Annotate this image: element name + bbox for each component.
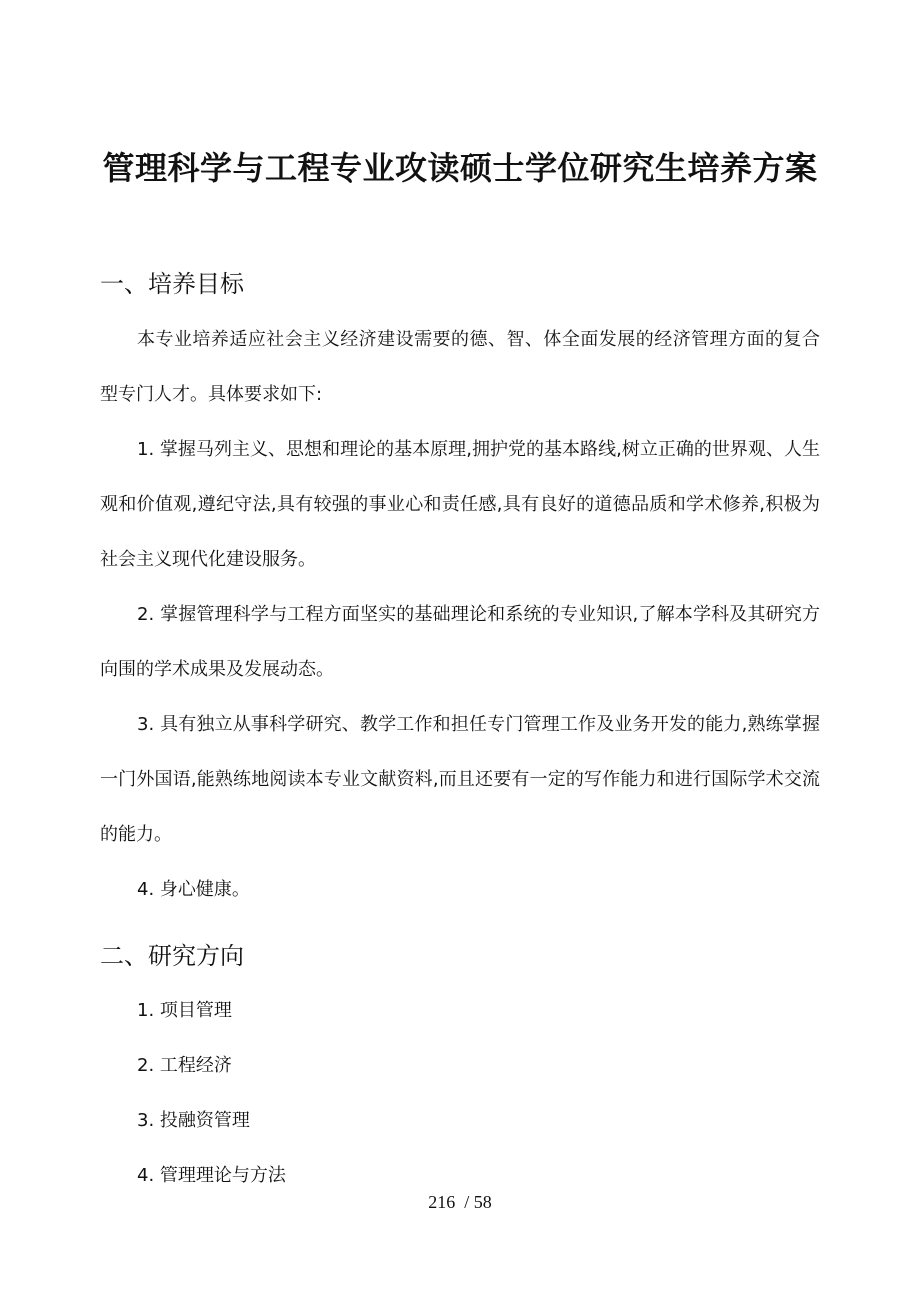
list-item: 3. 具有独立从事科学研究、教学工作和担任专门管理工作及业务开发的能力,熟练掌握一门外国语,能熟练地阅读本专业文献资料,而且还要有一定的写作能力和进行国际学术交流的能力。 xyxy=(100,714,820,845)
section-heading-research-directions: 二、研究方向 xyxy=(100,942,244,970)
list-item: 2. 工程经济 xyxy=(137,1055,232,1076)
list-item: 4. 身心健康。 xyxy=(137,879,250,900)
list-item: 1. 项目管理 xyxy=(137,1000,232,1021)
section-heading-training-goals: 一、培养目标 xyxy=(100,270,244,298)
paragraph-training-goals-intro: 本专业培养适应社会主义经济建设需要的德、智、体全面发展的经济管理方面的复合型专门人才。具体要求如下: xyxy=(100,329,820,405)
list-item: 2. 掌握管理科学与工程方面坚实的基础理论和系统的专业知识,了解本学科及其研究方向围的学术成果及发展动态。 xyxy=(100,604,820,680)
page-title: 管理科学与工程专业攻读硕士学位研究生培养方案 xyxy=(102,149,818,187)
list-item: 1. 掌握马列主义、思想和理论的基本原理,拥护党的基本路线,树立正确的世界观、人生观和价值观,遵纪守法,具有较强的事业心和责任感,具有良好的道德品质和学术修养,积极为社会主义现代化建设服务。 xyxy=(100,439,820,570)
page-number: 216 / 58 xyxy=(428,1192,492,1212)
list-item: 4. 管理理论与方法 xyxy=(137,1165,286,1186)
list-item: 3. 投融资管理 xyxy=(137,1110,250,1131)
